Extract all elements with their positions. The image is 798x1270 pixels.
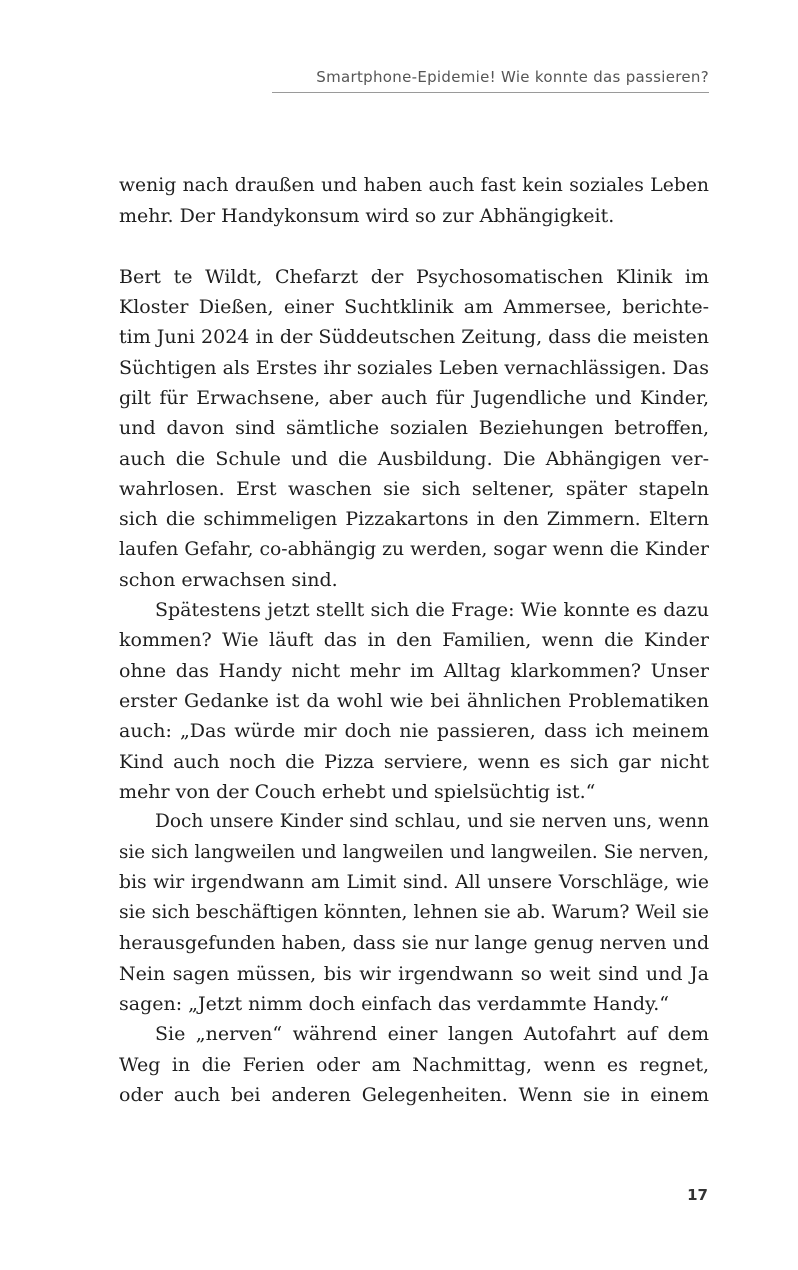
text-line: auch die Schule und die Ausbildung. Die Abhängigen ver- — [119, 447, 709, 470]
paragraph-gap — [119, 232, 709, 262]
text-line: Weg in die Ferien oder am Nachmittag, wenn es regnet, — [119, 1053, 709, 1076]
text-line: sagen: „Jetzt nimm doch einfach das verdammte Handy.“ — [119, 993, 669, 1016]
text-line: ohne das Handy nicht mehr im Alltag klarkommen? Unser — [119, 659, 709, 682]
text-line: Spätestens jetzt stellt sich die Frage: Wie konnte es dazu — [155, 599, 709, 622]
paragraph — [119, 1019, 709, 1110]
body-text — [119, 171, 709, 1110]
text-line: Kloster Dießen, einer Suchtklinik am Ammersee, berichte- — [119, 296, 709, 319]
text-line: Süchtigen als Erstes ihr soziales Leben vernachlässigen. Das — [119, 356, 709, 379]
text-line: sie sich beschäftigen könnten, lehnen sie ab. Warum? Weil sie — [119, 902, 709, 924]
paragraph — [119, 262, 709, 595]
text-line: mehr. Der Handykonsum wird so zur Abhängigkeit. — [119, 205, 615, 228]
text-line: Doch unsere Kinder sind schlau, und sie nerven uns, wenn — [155, 811, 709, 833]
text-line: oder auch bei anderen Gelegenheiten. Wenn sie in einem — [119, 1083, 709, 1106]
text-line: wenig nach draußen und haben auch fast kein soziales Leben — [119, 175, 709, 196]
running-header: Smartphone-Epidemie! Wie konnte das passieren? — [272, 68, 709, 93]
text-line: auch: „Das würde mir doch nie passieren, dass ich meinem — [119, 720, 709, 743]
paragraph — [119, 171, 709, 232]
text-line: Nein sagen müssen, bis wir irgendwann so weit sind und Ja — [119, 962, 709, 985]
text-line: erster Gedanke ist da wohl wie bei ähnlichen Problematiken — [119, 690, 709, 713]
text-line: sich die schimmeligen Pizzakartons in den Zimmern. Eltern — [119, 508, 709, 531]
text-line: laufen Gefahr, co-abhängig zu werden, sogar wenn die Kinder — [119, 538, 709, 560]
text-line: Bert te Wildt, Chefarzt der Psychosomatischen Klinik im — [119, 265, 709, 288]
paragraph — [119, 807, 709, 1019]
text-line: schon erwachsen sind. — [119, 568, 338, 591]
text-line: kommen? Wie läuft das in den Familien, wenn die Kinder — [119, 629, 709, 652]
text-line: bis wir irgendwann am Limit sind. All unsere Vorschläge, wie — [119, 871, 709, 893]
text-line: sie sich langweilen und langweilen und langweilen. Sie nerven, — [119, 841, 709, 863]
paragraph — [119, 595, 709, 807]
text-line: herausgefunden haben, dass sie nur lange genug nerven und — [119, 932, 709, 955]
text-line: gilt für Erwachsene, aber auch für Jugendliche und Kinder, — [119, 387, 709, 410]
text-line: wahrlosen. Erst waschen sie sich seltener, später stapeln — [119, 477, 709, 500]
text-line: tim Juni 2024 in der Süddeutschen Zeitung, dass die meisten — [119, 326, 709, 349]
text-line: und davon sind sämtliche sozialen Beziehungen betroffen, — [119, 417, 709, 440]
page-number: 17 — [687, 1186, 708, 1204]
text-line: mehr von der Couch erhebt und spielsüchtig ist.“ — [119, 780, 596, 803]
text-line: Sie „nerven“ während einer langen Autofahrt auf dem — [155, 1023, 709, 1046]
text-line: Kind auch noch die Pizza serviere, wenn es sich gar nicht — [119, 750, 709, 773]
